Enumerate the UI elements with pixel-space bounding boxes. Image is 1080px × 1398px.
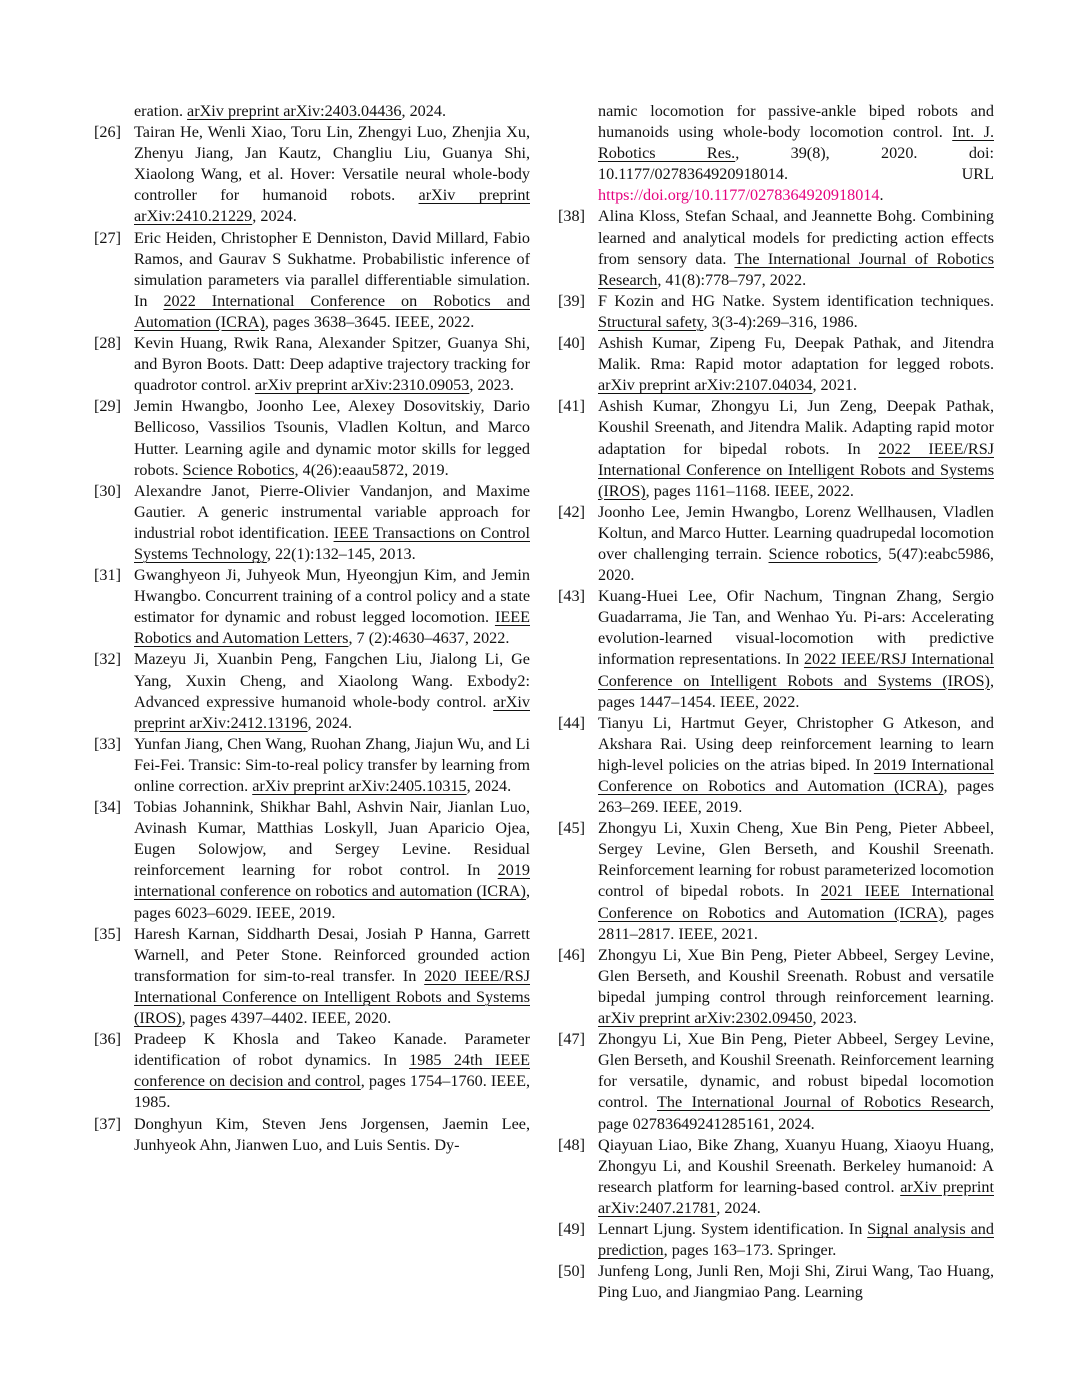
- reference-text: Jemin Hwangbo, Joonho Lee, Alexey Dosovitskiy, Dario Bellicoso, Vassilios Tsounis, Vladlen Koltun, and Marco Hutter. Learning agile and dynamic motor skills for legged robots.: [134, 397, 530, 479]
- reference-number: [32]: [94, 650, 121, 669]
- reference-entry: [94, 1029, 530, 1113]
- reference-tail: , 2021.: [812, 376, 857, 395]
- reference-tail: , 2024.: [716, 1198, 761, 1217]
- reference-tail: , 41(8):778–797, 2022.: [657, 270, 807, 289]
- left-column: [94, 101, 530, 1156]
- reference-text: Zhongyu Li, Xue Bin Peng, Pieter Abbeel, Sergey Levine, Glen Berseth, and Koushil Sreenath. Robust and versatile bipedal jumping control through reinforcement learning.: [598, 945, 994, 1006]
- reference-number: [36]: [94, 1030, 121, 1049]
- reference-venue-link[interactable]: 2019 International Conference on Robotics and Automation (ICRA): [598, 755, 994, 795]
- reference-entry: [94, 649, 530, 733]
- reference-entry: [94, 565, 530, 649]
- reference-text: Tairan He, Wenli Xiao, Toru Lin, Zhengyi Luo, Zhenjia Xu, Zhenyu Jiang, Jan Kautz, Changliu Liu, Guanya Shi, Xiaolong Wang, et al. Hover: Versatile neural whole-body controller for humanoid robots.: [134, 123, 530, 205]
- reference-text: Zhongyu Li, Xuxin Cheng, Xue Bin Peng, Pieter Abbeel, Sergey Levine, Glen Berseth, and Koushil Sreenath. Reinforcement learning for robust parameterized locomotion control of bipedal robots. In: [598, 819, 994, 901]
- reference-entry: [94, 924, 530, 1029]
- reference-number: [31]: [94, 566, 121, 585]
- reference-entry: [558, 291, 994, 333]
- reference-number: [45]: [558, 819, 585, 838]
- reference-tail: , pages 6023–6029. IEEE, 2019.: [134, 882, 530, 922]
- reference-number: [43]: [558, 587, 585, 606]
- reference-number: [30]: [94, 481, 121, 500]
- reference-entry: [94, 228, 530, 333]
- reference-text: Mazeyu Ji, Xuanbin Peng, Fangchen Liu, Jialong Li, Ge Yang, Xuxin Cheng, and Xiaolong Wang. Exbody2: Advanced expressive humanoid whole-body control.: [134, 650, 530, 711]
- reference-venue-link[interactable]: 2020 IEEE/RSJ International Conference on Intelligent Robots and Systems (IROS): [134, 966, 530, 1028]
- reference-text: Lennart Ljung. System identification. In: [598, 1219, 868, 1238]
- reference-entry: [558, 1219, 994, 1261]
- reference-number: [50]: [558, 1262, 585, 1281]
- reference-text: Alina Kloss, Stefan Schaal, and Jeannette Bohg. Combining learned and analytical models for predicting action effects from sensory data.: [598, 207, 994, 268]
- reference-text: Pradeep K Khosla and Takeo Kanade. Parameter identification of robot dynamics. In: [134, 1030, 530, 1070]
- reference-entry: [558, 101, 994, 206]
- reference-number: [33]: [94, 734, 121, 753]
- reference-tail: , 2023.: [812, 1009, 857, 1028]
- reference-tail: .: [879, 186, 884, 205]
- reference-tail: , pages 4397–4402. IEEE, 2020.: [181, 1009, 392, 1028]
- reference-text: F Kozin and HG Natke. System identification techniques.: [598, 291, 994, 310]
- reference-venue-link[interactable]: arXiv preprint arXiv:2302.09450: [598, 1009, 813, 1028]
- reference-venue-link[interactable]: The International Journal of Robotics Research: [598, 249, 995, 289]
- reference-tail: , 2024.: [252, 207, 297, 226]
- reference-text: eration.: [134, 102, 188, 120]
- reference-entry: [94, 101, 530, 122]
- reference-number: [46]: [558, 945, 585, 964]
- reference-number: [41]: [558, 397, 585, 416]
- reference-entry: [558, 1135, 994, 1219]
- reference-tail: , 2024.: [307, 713, 353, 732]
- reference-tail: , 5(47):eabc5986, 2020.: [598, 544, 994, 585]
- reference-tail: , pages 3638–3645. IEEE, 2022.: [264, 312, 475, 331]
- reference-entry: [558, 818, 994, 945]
- reference-number: [49]: [558, 1219, 585, 1238]
- reference-entry: [94, 734, 530, 797]
- reference-tail: , 4(26):eaau5872, 2019.: [294, 460, 449, 479]
- reference-text: Gwanghyeon Ji, Juhyeok Mun, Hyeongjun Kim, and Jemin Hwangbo. Concurrent training of a control policy and a state estimator for dynamic and robust legged locomotion.: [134, 566, 530, 627]
- reference-tail: , 3(3-4):269–316, 1986.: [703, 312, 858, 331]
- reference-venue-link[interactable]: Signal analysis and prediction: [598, 1219, 994, 1260]
- reference-entry: [94, 396, 530, 480]
- reference-tail: , 2023.: [469, 376, 514, 395]
- reference-entry: [558, 333, 994, 396]
- reference-text: Donghyun Kim, Steven Jens Jorgensen, Jaemin Lee, Junhyeok Ahn, Jianwen Luo, and Luis Sentis. Dy-: [134, 1114, 530, 1154]
- reference-tail: , pages 163–173. Springer.: [663, 1241, 837, 1260]
- reference-text: Eric Heiden, Christopher E Denniston, David Millard, Fabio Ramos, and Gaurav S Sukhatme. Probabilistic inference of simulation parameters via parallel differentiable simulation. In: [134, 228, 530, 310]
- reference-text: Junfeng Long, Junli Ren, Moji Shi, Zirui Wang, Tao Huang, Ping Luo, and Jiangmiao Pang. Learning: [598, 1262, 994, 1302]
- reference-entry: [558, 713, 994, 818]
- reference-entry: [558, 945, 994, 1029]
- reference-text: Kuang-Huei Lee, Ofir Nachum, Tingnan Zhang, Sergio Guadarrama, Jie Tan, and Wenhao Yu. Pi-ars: Accelerating evolution-learned visual-locomotion with predictive information representations. In: [598, 587, 994, 669]
- reference-venue-link[interactable]: arXiv preprint arXiv:2403.04436: [187, 102, 402, 120]
- reference-text: Haresh Karnan, Siddharth Desai, Josiah P Hanna, Garrett Warnell, and Peter Stone. Reinforced grounded action transformation for sim-to-real transfer. In: [134, 924, 530, 985]
- reference-number: [27]: [94, 228, 121, 247]
- reference-venue-link[interactable]: arXiv preprint arXiv:2405.10315: [252, 777, 467, 795]
- reference-text: Qiayuan Liao, Bike Zhang, Xuanyu Huang, Xiaoyu Huang, Zhongyu Li, and Koushil Sreenath. Berkeley humanoid: A research platform for learning-based control.: [598, 1135, 994, 1196]
- reference-entry: [558, 1261, 994, 1303]
- reference-tail: , pages 1161–1168. IEEE, 2022.: [645, 481, 854, 500]
- reference-text: Ashish Kumar, Zipeng Fu, Deepak Pathak, and Jitendra Malik. Rma: Rapid motor adaptation for legged robots.: [598, 334, 994, 374]
- reference-number: [40]: [558, 334, 585, 353]
- doi-url-link[interactable]: https://doi.org/10.1177/0278364920918014: [598, 186, 880, 205]
- reference-entry: [94, 481, 530, 565]
- reference-tail: , page 02783649241285161, 2024.: [598, 1093, 994, 1133]
- reference-number: [37]: [94, 1114, 121, 1133]
- reference-text: Ashish Kumar, Zhongyu Li, Jun Zeng, Deepak Pathak, Koushil Sreenath, and Jitendra Malik. Adapting rapid motor adaptation for bipedal robots. In: [598, 397, 994, 458]
- reference-venue-link[interactable]: arXiv preprint arXiv:2407.21781: [598, 1177, 994, 1217]
- reference-text: Kevin Huang, Rwik Rana, Alexander Spitzer, Guanya Shi, and Byron Boots. Datt: Deep adaptive trajectory tracking for quadrotor control.: [134, 334, 530, 395]
- reference-entry: [558, 206, 994, 290]
- reference-entry: [94, 1114, 530, 1156]
- reference-venue-link[interactable]: arXiv preprint arXiv:2107.04034: [598, 376, 813, 395]
- reference-number: [39]: [558, 291, 585, 310]
- reference-entry: [558, 396, 994, 501]
- reference-venue-link[interactable]: arXiv preprint arXiv:2310.09053: [254, 376, 470, 395]
- reference-tail: , 7 (2):4630–4637, 2022.: [348, 629, 510, 648]
- reference-number: [42]: [558, 502, 585, 521]
- reference-text: Tobias Johannink, Shikhar Bahl, Ashvin Nair, Jianlan Luo, Avinash Kumar, Matthias Loskyll, Juan Aparicio Ojea, Eugen Solowjow, and Sergey Levine. Residual reinforcement learning for robot control. In: [134, 798, 530, 880]
- reference-venue-link[interactable]: 2022 IEEE/RSJ International Conference on Intelligent Robots and Systems (IROS): [598, 650, 994, 690]
- reference-text: Yunfan Jiang, Chen Wang, Ruohan Zhang, Jiajun Wu, and Li Fei-Fei. Transic: Sim-to-real policy transfer by learning from online correction.: [134, 734, 530, 795]
- reference-entry: [94, 122, 530, 227]
- reference-tail: , pages 1754–1760. IEEE, 1985.: [134, 1072, 530, 1112]
- reference-tail: , 2024.: [466, 777, 512, 795]
- reference-venue-link[interactable]: Science robotics: [768, 544, 878, 563]
- reference-text: Zhongyu Li, Xue Bin Peng, Pieter Abbeel, Sergey Levine, Glen Berseth, and Koushil Sreenath. Reinforcement learning for versatile, dynamic, and robust bipedal locomotion control.: [598, 1030, 994, 1112]
- reference-tail: , pages 263–269. IEEE, 2019.: [598, 777, 994, 817]
- reference-venue-link[interactable]: The International Journal of Robotics Research: [657, 1093, 990, 1112]
- reference-text: namic locomotion for passive-ankle biped robots and humanoids using whole-body locomotion control.: [598, 102, 994, 142]
- reference-entry: [558, 502, 994, 586]
- reference-tail: , 2024.: [401, 102, 446, 120]
- reference-number: [34]: [94, 798, 121, 817]
- reference-tail: , pages 1447–1454. IEEE, 2022.: [598, 671, 994, 711]
- reference-venue-link[interactable]: 2019 international conference on robotics and automation (ICRA): [134, 861, 530, 901]
- reference-venue-link[interactable]: Structural safety: [598, 312, 704, 331]
- reference-number: [44]: [558, 713, 585, 732]
- reference-venue-link[interactable]: 2021 IEEE International Conference on Robotics and Automation (ICRA): [598, 882, 994, 922]
- right-column: [558, 101, 994, 1303]
- reference-number: [28]: [94, 334, 121, 353]
- reference-number: [26]: [94, 123, 121, 142]
- reference-number: [38]: [558, 207, 585, 226]
- reference-venue-link[interactable]: IEEE Transactions on Control Systems Technology: [134, 523, 530, 563]
- reference-entry: [558, 1029, 994, 1134]
- reference-venue-link[interactable]: 2022 International Conference on Robotics and Automation (ICRA): [134, 291, 530, 331]
- reference-number: [35]: [94, 924, 121, 943]
- reference-entry: [558, 586, 994, 713]
- reference-doi: , 39(8), 2020. doi: 10.1177/0278364920918014. URL: [598, 144, 995, 184]
- reference-venue-link[interactable]: IEEE Robotics and Automation Letters: [134, 608, 530, 648]
- reference-text: Alexandre Janot, Pierre-Olivier Vandanjon, and Maxime Gautier. A generic instrumental variable approach for industrial robot identification.: [134, 481, 530, 542]
- reference-venue-link[interactable]: Science Robotics: [182, 460, 295, 479]
- reference-number: [47]: [558, 1030, 585, 1049]
- reference-venue-link[interactable]: Int. J. Robotics Res.: [598, 123, 994, 163]
- reference-venue-link[interactable]: arXiv preprint arXiv:2412.13196: [134, 692, 530, 732]
- reference-number: [29]: [94, 397, 121, 416]
- reference-venue-link[interactable]: 1985 24th IEEE conference on decision and control: [134, 1051, 530, 1091]
- reference-text: Joonho Lee, Jemin Hwangbo, Lorenz Wellhausen, Vladlen Koltun, and Marco Hutter. Learning quadrupedal locomotion over challenging terrain.: [598, 502, 994, 563]
- reference-text: Tianyu Li, Hartmut Geyer, Christopher G Atkeson, and Akshara Rai. Using deep reinforcement learning to learn high-level policies on the atrias biped. In: [598, 713, 994, 774]
- reference-tail: , pages 2811–2817. IEEE, 2021.: [598, 903, 994, 943]
- reference-entry: [94, 333, 530, 396]
- reference-tail: , 22(1):132–145, 2013.: [266, 544, 416, 563]
- reference-entry: [94, 797, 530, 924]
- reference-venue-link[interactable]: 2022 IEEE/RSJ International Conference on Intelligent Robots and Systems (IROS): [598, 439, 994, 500]
- reference-number: [48]: [558, 1135, 585, 1154]
- reference-venue-link[interactable]: arXiv preprint arXiv:2410.21229: [134, 186, 530, 226]
